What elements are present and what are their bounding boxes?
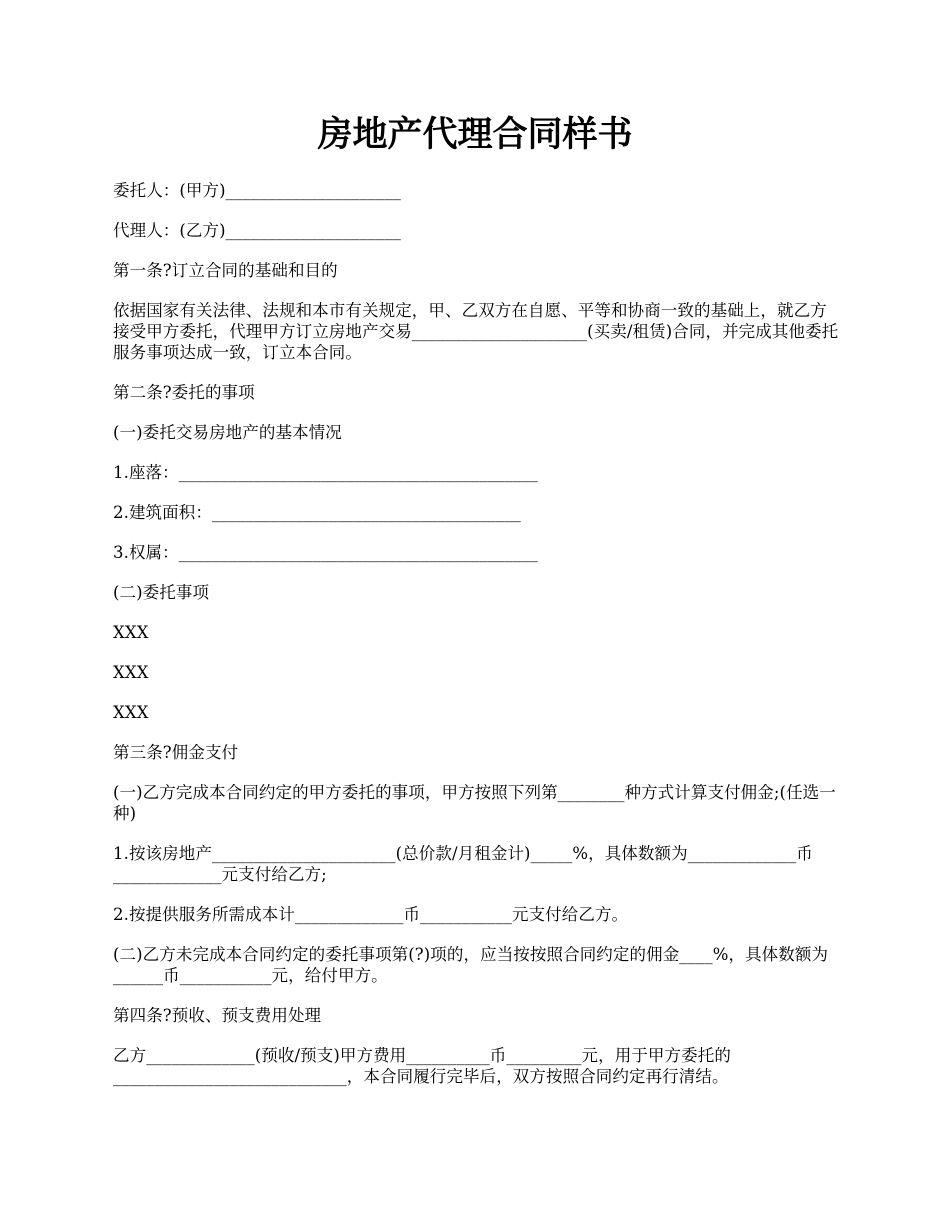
item-location: 1.座落：___________________________________________ (113, 463, 538, 482)
article-4-heading: 第四条?预收、预支费用处理 (113, 1006, 322, 1025)
commission-refund: (二)乙方未完成本合同约定的委托事项第(?)项的，应当按按照合同约定的佣金____%，具体数额为______币___________元，给付甲方。 (113, 945, 829, 985)
item-ownership: 3.权属：___________________________________________ (113, 543, 538, 562)
commission-method: (一)乙方完成本合同约定的甲方委托的事项，甲方按照下列第________种方式计算支付佣金;(任选一种) (113, 783, 836, 823)
placeholder-line: XXX (113, 663, 149, 682)
article-3-heading: 第三条?佣金支付 (113, 743, 239, 762)
article-1-heading: 第一条?订立合同的基础和目的 (113, 261, 338, 280)
article-4-body: 乙方_____________(预收/预支)甲方费用__________币_________元，用于甲方委托的____________________________，本合同履行完毕后，双方按照合同约定再行清结。 (113, 1046, 731, 1086)
document-title: 房地产代理合同样书 (317, 114, 633, 155)
item-floor-area: 2.建筑面积：_____________________________________ (113, 503, 521, 522)
document-body (113, 180, 843, 1106)
commission-option-2: 2.按提供服务所需成本计_____________币___________元支付给乙方。 (113, 905, 629, 924)
placeholder-line: XXX (113, 623, 149, 642)
article-1-body: 依据国家有关法律、法规和本市有关规定，甲、乙双方在自愿、平等和协商一致的基础上，就乙方接受甲方委托，代理甲方订立房地产交易_____________________(买卖/租赁)合同，并完成其他委托服务事项达成一致，订立本合同。 (113, 301, 839, 362)
clause-client: 委托人：(甲方)_____________________ (113, 181, 402, 200)
placeholder-line: XXX (113, 703, 149, 722)
section-entrusted-matters: (二)委托事项 (113, 583, 210, 602)
commission-option-1: 1.按该房地产______________________(总价款/月租金计)_____%，具体数额为_____________币_____________元支付给乙方; (113, 844, 813, 884)
clause-agent: 代理人：(乙方)_____________________ (113, 221, 402, 240)
section-property-info: (一)委托交易房地产的基本情况 (113, 423, 342, 442)
article-2-heading: 第二条?委托的事项 (113, 383, 255, 402)
